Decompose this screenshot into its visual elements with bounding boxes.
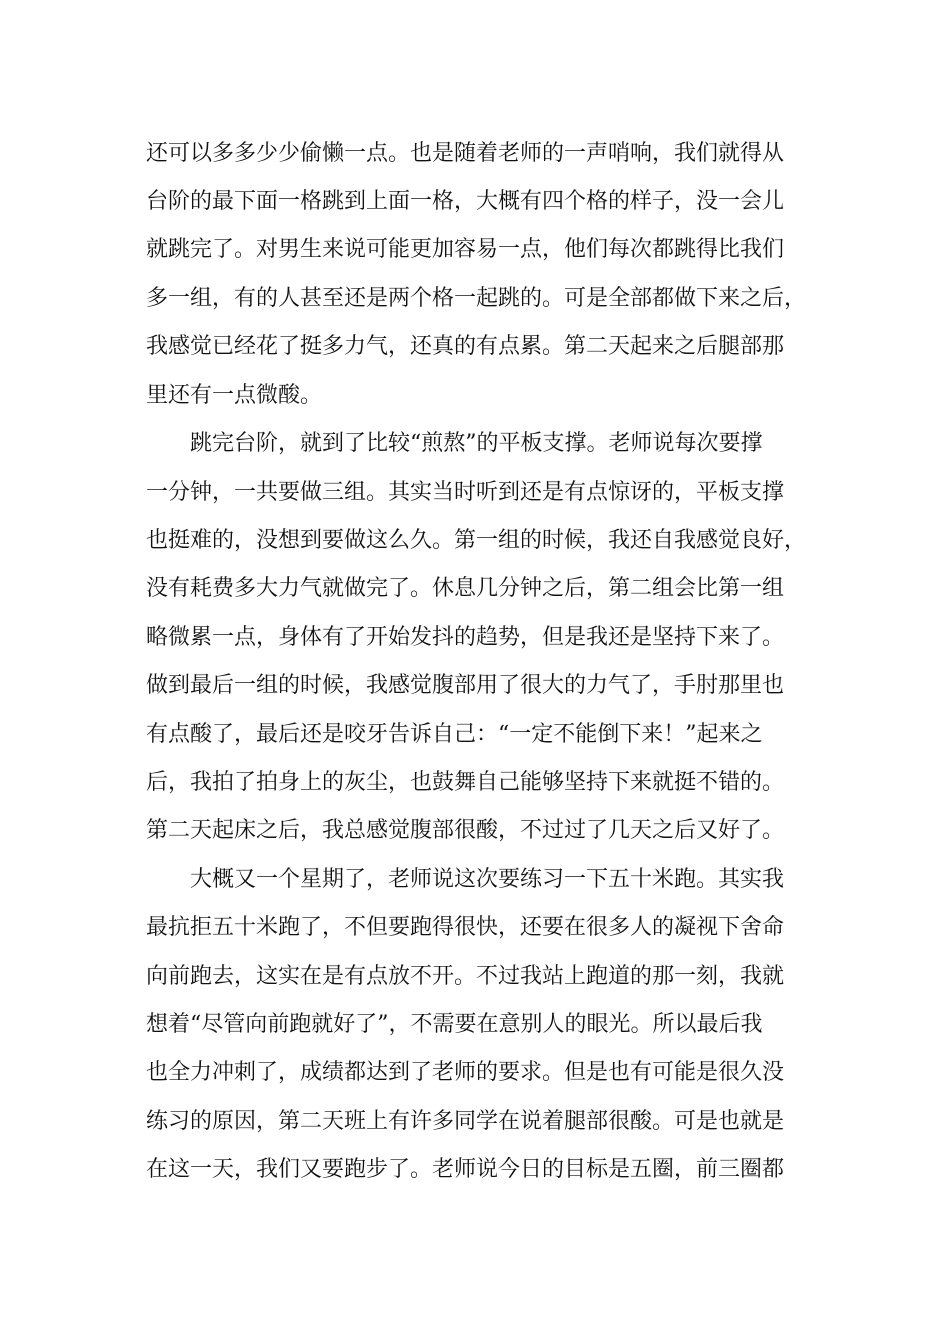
paragraph-3-line-6: 练习的原因，第二天班上有许多同学在说着腿部很酸。可是也就是 <box>146 1109 785 1134</box>
paragraph-1-line-6: 里还有一点微酸。 <box>146 383 323 408</box>
paragraph-2-line-4: 没有耗费多大力气就做完了。休息几分钟之后，第二组会比第一组 <box>146 576 785 601</box>
paragraph-1-line-1: 还可以多多少少偷懒一点。也是随着老师的一声哨响，我们就得从 <box>146 141 785 166</box>
paragraph-1-line-4: 多一组，有的人甚至还是两个格一起跳的。可是全部都做下来之后， <box>146 286 807 311</box>
paragraph-2-line-9: 第二天起床之后，我总感觉腹部很酸，不过过了几天之后又好了。 <box>146 818 785 843</box>
paragraph-2-line-5: 略微累一点，身体有了开始发抖的趋势，但是我还是坚持下来了。 <box>146 625 785 650</box>
paragraph-3-line-2: 最抗拒五十米跑了，不但要跑得很快，还要在很多人的凝视下舍命 <box>146 915 785 940</box>
paragraph-2-line-6: 做到最后一组的时候，我感觉腹部用了很大的力气了，手肘那里也 <box>146 673 785 698</box>
paragraph-3-line-4: 想着“尽管向前跑就好了”，不需要在意别人的眼光。所以最后我 <box>146 1012 763 1037</box>
paragraph-2-line-1: 跳完台阶，就到了比较“煎熬”的平板支撑。老师说每次要撑 <box>190 431 763 456</box>
paragraph-1-line-3: 就跳完了。对男生来说可能更加容易一点，他们每次都跳得比我们 <box>146 237 785 262</box>
paragraph-2-line-2: 一分钟，一共要做三组。其实当时听到还是有点惊讶的，平板支撑 <box>146 480 785 505</box>
paragraph-1-line-5: 我感觉已经花了挺多力气，还真的有点累。第二天起来之后腿部那 <box>146 334 785 359</box>
paragraph-1-line-2: 台阶的最下面一格跳到上面一格，大概有四个格的样子，没一会儿 <box>146 189 785 214</box>
paragraph-3-line-3: 向前跑去，这实在是有点放不开。不过我站上跑道的那一刻，我就 <box>146 964 785 989</box>
paragraph-2-line-3: 也挺难的，没想到要做这么久。第一组的时候，我还自我感觉良好， <box>146 528 807 553</box>
paragraph-2-line-7: 有点酸了，最后还是咬牙告诉自己：“一定不能倒下来！”起来之 <box>146 722 763 747</box>
paragraph-3-line-7: 在这一天，我们又要跑步了。老师说今日的目标是五圈，前三圈都 <box>146 1157 785 1182</box>
paragraph-3-line-1: 大概又一个星期了，老师说这次要练习一下五十米跑。其实我 <box>190 867 785 892</box>
paragraph-3-line-5: 也全力冲刺了，成绩都达到了老师的要求。但是也有可能是很久没 <box>146 1060 785 1085</box>
paragraph-2-line-8: 后，我拍了拍身上的灰尘，也鼓舞自己能够坚持下来就挺不错的。 <box>146 770 785 795</box>
